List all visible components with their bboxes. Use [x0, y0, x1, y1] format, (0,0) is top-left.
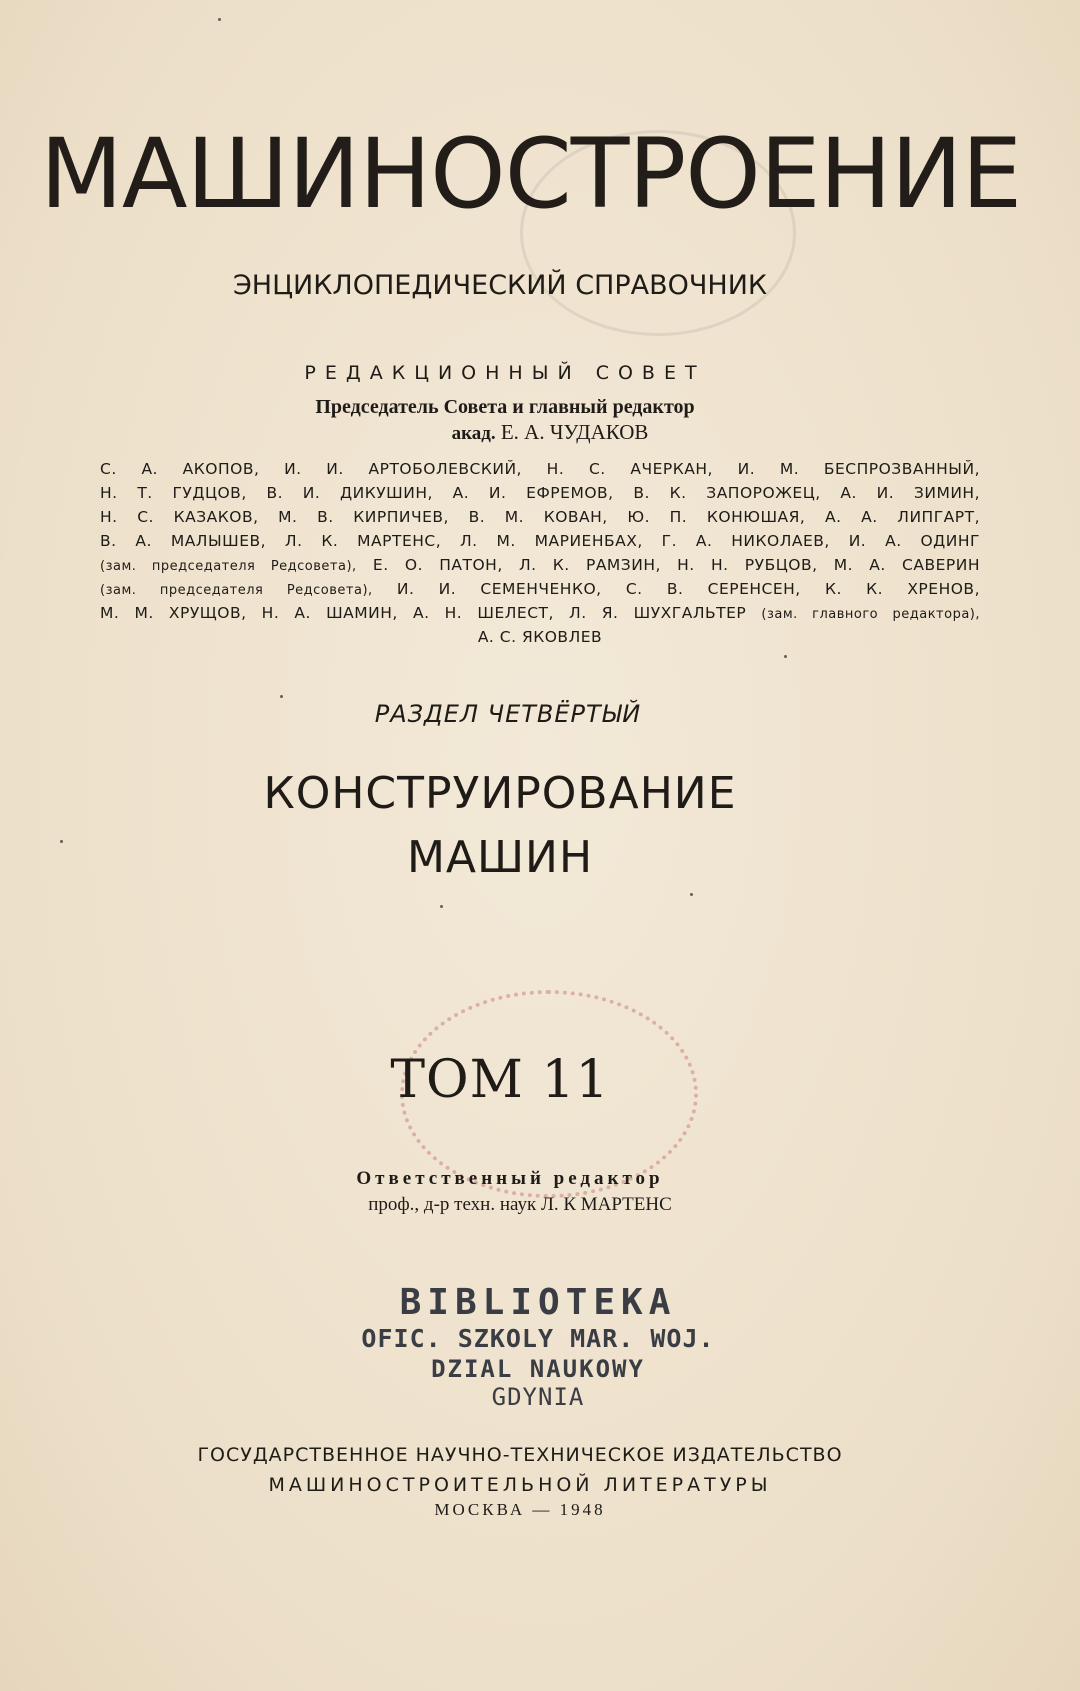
board-members-line: В. А. МАЛЫШЕВ, Л. К. МАРТЕНС, Л. М. МАРИЕНБАХ, Г. А. НИКОЛАЕВ, И. А. ОДИНГ	[100, 532, 980, 550]
section-label: РАЗДЕЛ ЧЕТВЁРТЫЙ	[374, 700, 642, 728]
book-subtitle: ЭНЦИКЛОПЕДИЧЕСКИЙ СПРАВОЧНИК	[232, 270, 768, 301]
board-members-line	[100, 556, 980, 574]
board-members-line	[100, 604, 980, 622]
editor-name: Л. К МАРТЕНС	[540, 1194, 672, 1215]
board-members-text: Е. О. ПАТОН, Л. К. РАМЗИН, Н. Н. РУБЦОВ, М. А. САВЕРИН	[372, 556, 981, 574]
responsible-editor-role: Ответственный редактор	[356, 1168, 664, 1189]
deputy-note: (зам. главного редактора),	[761, 607, 980, 622]
paper-speck	[280, 695, 283, 698]
library-stamp	[338, 1283, 738, 1411]
paper-speck	[784, 655, 787, 658]
board-members-line: С. А. АКОПОВ, И. И. АРТОБОЛЕВСКИЙ, Н. С. АЧЕРКАН, И. М. БЕСПРОЗВАННЫЙ,	[100, 460, 980, 478]
stamp-line: GDYNIA	[491, 1383, 585, 1411]
editor-credentials: проф., д-р техн. наук	[368, 1194, 537, 1215]
chair-title: Председатель Совета и главный редактор	[315, 396, 695, 418]
board-members-line: Н. Т. ГУДЦОВ, В. И. ДИКУШИН, А. И. ЕФРЕМОВ, В. К. ЗАПОРОЖЕЦ, А. И. ЗИМИН,	[100, 484, 980, 502]
paper-speck	[690, 893, 693, 896]
board-members-line	[100, 580, 980, 598]
publisher-name-line2: МАШИНОСТРОИТЕЛЬНОЙ ЛИТЕРАТУРЫ	[268, 1474, 772, 1496]
deputy-note: (зам. председателя Редсовета),	[100, 559, 357, 574]
stamp-line: DZIAL NAUKOWY	[431, 1355, 645, 1383]
stamp-line: BIBLIOTEKA	[399, 1282, 677, 1323]
editorial-board-heading: РЕДАКЦИОННЫЙ СОВЕТ	[304, 362, 706, 384]
paper-speck	[60, 840, 63, 843]
chair-name-line	[350, 420, 750, 445]
chair-name: Е. А. ЧУДАКОВ	[500, 420, 649, 444]
board-members-line: А. С. ЯКОВЛЕВ	[477, 628, 603, 646]
section-title-line: КОНСТРУИРОВАНИЕ	[263, 768, 737, 819]
publisher-name: ГОСУДАРСТВЕННОЕ НАУЧНО-ТЕХНИЧЕСКОЕ ИЗДАТЕЛЬСТВО	[197, 1444, 843, 1466]
responsible-editor-line	[320, 1194, 720, 1216]
volume-number: ТОМ 11	[390, 1050, 610, 1110]
section-title	[210, 762, 790, 890]
paper-speck	[440, 905, 443, 908]
chair-academic-role: акад.	[451, 423, 496, 444]
stamp-line: OFIC. SZKOLY MAR. WOJ.	[361, 1324, 715, 1353]
paper-speck	[218, 18, 221, 21]
board-members-text: М. М. ХРУЩОВ, Н. А. ШАМИН, А. Н. ШЕЛЕСТ, Л. Я. ШУХГАЛЬТЕР	[100, 604, 747, 622]
board-members-line: Н. С. КАЗАКОВ, М. В. КИРПИЧЕВ, В. М. КОВАН, Ю. П. КОНЮШАЯ, А. А. ЛИПГАРТ,	[100, 508, 980, 526]
section-title-line: МАШИН	[406, 832, 594, 883]
board-members-text: И. И. СЕМЕНЧЕНКО, С. В. СЕРЕНСЕН, К. К. ХРЕНОВ,	[396, 580, 980, 598]
city-and-year: МОСКВА — 1948	[434, 1500, 606, 1519]
book-title: МАШИНОСТРОЕНИЕ	[40, 118, 1022, 230]
deputy-note: (зам. председателя Редсовета),	[100, 583, 373, 598]
